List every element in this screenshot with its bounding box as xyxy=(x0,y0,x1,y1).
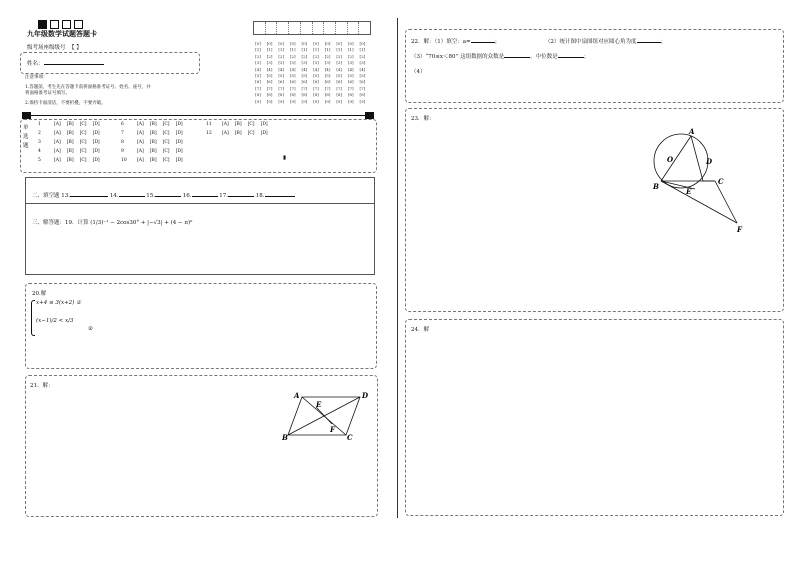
id-grid-digit[interactable]: [3] xyxy=(301,60,308,66)
q21-point-a: A xyxy=(294,391,300,400)
id-grid-digit[interactable]: [7] xyxy=(324,85,331,91)
choice-option-bubble[interactable]: [B] xyxy=(149,122,157,127)
choice-option-bubble[interactable]: [A] xyxy=(137,131,144,136)
choice-option-bubble[interactable]: [C] xyxy=(247,131,255,136)
id-grid-digit[interactable]: [0] xyxy=(301,41,308,46)
id-grid-digit[interactable]: [4] xyxy=(266,66,273,72)
q24-label: 24．解 xyxy=(411,327,429,333)
id-grid-column[interactable] xyxy=(335,41,343,105)
id-grid-digit[interactable]: [1] xyxy=(359,47,366,53)
choice-question-row[interactable] xyxy=(38,158,106,163)
id-grid-digit[interactable]: [5] xyxy=(359,73,366,79)
choice-option-bubble[interactable]: [D] xyxy=(260,122,268,127)
q21-point-e: E xyxy=(316,400,322,409)
choice-option-bubble[interactable]: [B] xyxy=(149,158,157,163)
choice-option-bubble[interactable]: [B] xyxy=(66,122,74,127)
choice-option-bubble[interactable]: [A] xyxy=(54,122,61,127)
choice-question-number: 5 xyxy=(38,158,41,163)
choice-question-number: 11 xyxy=(206,122,212,127)
choice-option-bubble[interactable]: [C] xyxy=(79,140,87,145)
id-grid-digit[interactable]: [1] xyxy=(313,47,319,53)
id-grid-digit[interactable]: [7] xyxy=(313,85,319,91)
id-grid-digit[interactable]: [8] xyxy=(255,92,261,98)
choice-option-bubble[interactable]: [D] xyxy=(92,122,100,127)
id-grid-digit[interactable]: [5] xyxy=(313,73,319,79)
choice-option-bubble[interactable]: [B] xyxy=(234,122,242,127)
id-grid-digit[interactable]: [3] xyxy=(289,60,296,66)
id-grid-digit[interactable]: [4] xyxy=(278,66,285,72)
id-grid-digit[interactable]: [7] xyxy=(289,85,296,91)
id-grid-digit[interactable]: [4] xyxy=(289,66,296,72)
id-grid-column[interactable] xyxy=(347,41,355,105)
choice-option-bubble[interactable]: [D] xyxy=(92,149,100,154)
id-grid-digit[interactable]: [2] xyxy=(347,53,354,59)
section-divider xyxy=(22,115,374,116)
id-grid-digit[interactable]: [5] xyxy=(347,73,354,79)
id-grid-digit[interactable]: [1] xyxy=(324,47,331,53)
id-number-header-boxes xyxy=(253,21,371,35)
choice-option-bubble[interactable]: [B] xyxy=(66,140,74,145)
id-grid-digit[interactable]: [1] xyxy=(301,47,308,53)
choice-option-bubble[interactable]: [C] xyxy=(162,140,170,145)
id-grid-digit[interactable]: [0] xyxy=(313,41,319,46)
q22-row1: 22．解：（1）填空：a= ； xyxy=(411,39,501,45)
choice-option-bubble[interactable]: [A] xyxy=(222,122,229,127)
id-grid-column[interactable] xyxy=(266,41,274,105)
choice-option-bubble[interactable]: [D] xyxy=(92,140,100,145)
choice-option-bubble[interactable]: [C] xyxy=(162,149,170,154)
q23-point-f: F xyxy=(737,225,742,234)
choice-question-number: 9 xyxy=(121,149,124,154)
id-grid-digit[interactable]: [9] xyxy=(324,98,331,104)
choice-question-number: 6 xyxy=(121,122,124,127)
id-grid-digit[interactable]: [9] xyxy=(278,98,285,104)
q20-brace xyxy=(31,300,35,336)
id-grid-digit[interactable]: [0] xyxy=(255,41,261,46)
id-grid-column[interactable] xyxy=(324,41,332,105)
choice-option-bubble[interactable]: [B] xyxy=(66,131,74,136)
q22-part4: （4） xyxy=(411,69,426,75)
q23-point-a: A xyxy=(689,127,695,136)
q24-section[interactable] xyxy=(405,319,784,516)
id-grid-digit[interactable]: [9] xyxy=(336,98,343,104)
choice-question-row[interactable] xyxy=(38,122,106,127)
q22-row3: （3）“70≤x＜80” 这组数据的众数是 ，中位数是 ； xyxy=(411,54,590,60)
id-grid-digit[interactable]: [8] xyxy=(266,92,273,98)
choice-option-bubble[interactable]: [A] xyxy=(54,158,61,163)
choice-option-bubble[interactable]: [A] xyxy=(137,149,144,154)
choice-option-bubble[interactable]: [B] xyxy=(149,131,157,136)
choice-option-bubble[interactable]: [D] xyxy=(92,131,100,136)
choice-question-number: 7 xyxy=(121,131,124,136)
id-grid-digit[interactable]: [6] xyxy=(324,79,331,85)
choice-option-bubble[interactable]: [B] xyxy=(149,149,157,154)
choice-question-number: 1 xyxy=(38,122,41,127)
id-grid-digit[interactable]: [1] xyxy=(336,47,343,53)
q23-point-b: B xyxy=(653,182,659,191)
id-grid-digit[interactable]: [1] xyxy=(278,47,285,53)
choice-option-bubble[interactable]: [B] xyxy=(66,149,74,154)
choice-option-bubble[interactable]: [D] xyxy=(260,131,268,136)
choice-question-number: 2 xyxy=(38,131,41,136)
q13-row[interactable]: 二、填空题 13. 14. 15. 16. 17. 18. xyxy=(32,191,295,199)
choice-question-row[interactable] xyxy=(38,149,106,154)
id-grid-digit[interactable]: [2] xyxy=(313,53,319,59)
id-grid-digit[interactable]: [5] xyxy=(336,73,343,79)
q21-point-d: D xyxy=(362,391,369,400)
choice-option-bubble[interactable]: [A] xyxy=(54,131,61,136)
choice-question-row[interactable] xyxy=(38,140,106,145)
q21-point-c: C xyxy=(347,433,353,442)
q21-point-f: F xyxy=(330,425,335,434)
q21-parallelogram-figure xyxy=(280,388,370,443)
id-grid-digit[interactable]: [2] xyxy=(255,53,261,59)
id-grid-digit[interactable]: [2] xyxy=(301,53,308,59)
choice-option-bubble[interactable]: [C] xyxy=(79,122,87,127)
id-number-grid[interactable] xyxy=(254,41,370,107)
id-grid-digit[interactable]: [9] xyxy=(301,98,308,104)
q23-point-c: C xyxy=(718,177,724,186)
name-label: 姓名： xyxy=(27,59,104,67)
choice-question-row[interactable] xyxy=(206,122,274,127)
id-grid-digit[interactable]: [3] xyxy=(347,60,354,66)
id-grid-digit[interactable]: [6] xyxy=(301,79,308,85)
q23-point-e: E xyxy=(686,187,692,196)
id-grid-digit[interactable]: [5] xyxy=(289,73,296,79)
id-grid-column[interactable] xyxy=(312,41,320,105)
choice-question-number: 4 xyxy=(38,149,41,154)
id-grid-digit[interactable]: [6] xyxy=(278,79,285,85)
id-grid-digit[interactable]: [8] xyxy=(289,92,296,98)
id-grid-digit[interactable]: [0] xyxy=(324,41,331,46)
choice-question-number: 10 xyxy=(121,158,127,163)
id-grid-digit[interactable]: [4] xyxy=(313,66,319,72)
choice-question-row[interactable] xyxy=(121,158,189,163)
id-grid-digit[interactable]: [5] xyxy=(255,73,261,79)
id-grid-digit[interactable]: [7] xyxy=(347,85,354,91)
id-grid-digit[interactable]: [2] xyxy=(289,53,296,59)
id-grid-digit[interactable]: [5] xyxy=(278,73,285,79)
id-grid-digit[interactable]: [1] xyxy=(347,47,354,53)
id-grid-digit[interactable]: [3] xyxy=(324,60,331,66)
id-grid-digit[interactable]: [7] xyxy=(301,85,308,91)
id-grid-digit[interactable]: [6] xyxy=(313,79,319,85)
id-grid-digit[interactable]: [8] xyxy=(336,92,343,98)
id-grid-digit[interactable]: [3] xyxy=(359,60,366,66)
q21-label: 21．解： xyxy=(30,383,54,389)
id-grid-digit[interactable]: [8] xyxy=(313,92,319,98)
choice-option-bubble[interactable]: [A] xyxy=(137,122,144,127)
choice-option-bubble[interactable]: [C] xyxy=(79,149,87,154)
choice-question-row[interactable] xyxy=(121,122,189,127)
id-grid-digit[interactable]: [2] xyxy=(324,53,331,59)
divider-block-right xyxy=(365,112,374,119)
q20-label: 20.解 xyxy=(32,291,47,297)
id-grid-digit[interactable]: [8] xyxy=(301,92,308,98)
id-grid-digit[interactable]: [9] xyxy=(313,98,319,104)
id-grid-column[interactable] xyxy=(300,41,308,105)
id-grid-digit[interactable]: [6] xyxy=(255,79,261,85)
id-grid-digit[interactable]: [9] xyxy=(266,98,273,104)
q23-circle-figure xyxy=(645,125,755,235)
choice-option-bubble[interactable]: [B] xyxy=(234,131,242,136)
id-grid-digit[interactable]: [1] xyxy=(289,47,296,53)
id-grid-digit[interactable]: [5] xyxy=(324,73,331,79)
choice-option-bubble[interactable]: [D] xyxy=(175,140,183,145)
choice-option-bubble[interactable]: [A] xyxy=(54,149,61,154)
choice-option-bubble[interactable]: [D] xyxy=(175,158,183,163)
id-grid-digit[interactable]: [0] xyxy=(289,41,296,46)
choice-option-bubble[interactable]: [D] xyxy=(92,158,100,163)
choice-option-bubble[interactable]: [A] xyxy=(54,140,61,145)
divider-block-left xyxy=(22,112,31,119)
id-grid-column[interactable] xyxy=(358,41,366,105)
id-grid-digit[interactable]: [0] xyxy=(336,41,343,46)
id-grid-digit[interactable]: [4] xyxy=(336,66,343,72)
q19-expression: (1/3)⁻¹ − 2cos30° + |−√3| + (4 − π)⁰ xyxy=(90,220,193,226)
id-grid-digit[interactable]: [4] xyxy=(359,66,366,72)
id-grid-digit[interactable]: [6] xyxy=(289,79,296,85)
id-grid-digit[interactable]: [4] xyxy=(255,66,261,72)
notes: 注意事项： 1.答题前，考生先在答题卡前将面格准考证号、姓名、座号，并 将面格准考证号填写。 2.保持卡面清洁，不要折叠，不要弄破。 xyxy=(25,75,151,106)
id-grid-digit[interactable]: [4] xyxy=(347,66,354,72)
id-grid-digit[interactable]: [4] xyxy=(301,66,308,72)
q20-inequality-2: (x−1)/2 < x/3 xyxy=(36,318,74,324)
q19-section xyxy=(25,203,375,275)
choice-option-bubble[interactable]: [D] xyxy=(175,149,183,154)
q23-point-d: D xyxy=(706,157,713,166)
page-divider xyxy=(397,18,398,518)
choice-question-row[interactable] xyxy=(121,149,189,154)
choice-option-bubble[interactable]: [A] xyxy=(137,140,144,145)
q21-point-b: B xyxy=(282,433,288,442)
id-grid-digit[interactable]: [2] xyxy=(278,53,285,59)
id-grid-digit[interactable]: [3] xyxy=(313,60,319,66)
choice-mark: ▮ xyxy=(283,155,287,161)
choice-question-row[interactable] xyxy=(206,131,274,136)
id-grid-digit[interactable]: [2] xyxy=(359,53,366,59)
id-grid-digit[interactable]: [6] xyxy=(336,79,343,85)
choice-option-bubble[interactable]: [A] xyxy=(222,131,229,136)
sheet-title: 九年级数学试题答题卡 xyxy=(27,29,97,38)
id-grid-digit[interactable]: [6] xyxy=(266,79,273,85)
id-grid-digit[interactable]: [5] xyxy=(266,73,273,79)
id-grid-digit[interactable]: [3] xyxy=(255,60,261,66)
choice-question-row[interactable] xyxy=(38,131,106,136)
choice-question-number: 8 xyxy=(121,140,124,145)
choice-question-number: 3 xyxy=(38,140,41,145)
id-grid-digit[interactable]: [0] xyxy=(347,41,354,46)
choice-option-bubble[interactable]: [A] xyxy=(137,158,144,163)
choice-question-row[interactable] xyxy=(121,131,189,136)
id-grid-digit[interactable]: [7] xyxy=(278,85,285,91)
id-grid-digit[interactable]: [9] xyxy=(289,98,296,104)
choice-option-bubble[interactable]: [D] xyxy=(175,122,183,127)
q23-label: 23．解： xyxy=(411,116,435,122)
choice-grid[interactable] xyxy=(38,122,358,168)
id-grid-digit[interactable]: [7] xyxy=(336,85,343,91)
id-grid-digit[interactable]: [0] xyxy=(266,41,273,46)
choice-option-bubble[interactable]: [C] xyxy=(247,122,255,127)
q23-point-o: O xyxy=(667,155,674,164)
id-grid-digit[interactable]: [4] xyxy=(324,66,331,72)
q19-label-row: 三、解答题：19．计算 (1/3)⁻¹ − 2cos30° + |−√3| + (4 − π)⁰ xyxy=(32,220,193,226)
q22-part2: （2）统计图中扇图组对应圆心角为度 ； xyxy=(545,39,667,45)
id-grid-digit[interactable]: [3] xyxy=(266,60,273,66)
id-grid-digit[interactable]: [9] xyxy=(359,98,366,104)
choice-option-bubble[interactable]: [C] xyxy=(79,158,87,163)
choice-question-number: 12 xyxy=(206,131,212,136)
id-grid-column[interactable] xyxy=(289,41,297,105)
id-grid-digit[interactable]: [3] xyxy=(336,60,343,66)
choice-option-bubble[interactable]: [C] xyxy=(162,131,170,136)
choice-option-bubble[interactable]: [C] xyxy=(162,158,170,163)
id-grid-digit[interactable]: [1] xyxy=(266,47,273,53)
id-grid-digit[interactable]: [8] xyxy=(347,92,354,98)
id-grid-digit[interactable]: [9] xyxy=(255,98,261,104)
q20-section[interactable] xyxy=(25,283,377,369)
id-grid-digit[interactable]: [8] xyxy=(359,92,366,98)
id-grid-digit[interactable]: [7] xyxy=(359,85,366,91)
id-grid-column[interactable] xyxy=(277,41,285,105)
id-grid-digit[interactable]: [0] xyxy=(359,41,366,46)
choice-option-bubble[interactable]: [D] xyxy=(175,131,183,136)
id-grid-digit[interactable]: [7] xyxy=(266,85,273,91)
choice-side-label: 单 选 题 xyxy=(23,125,29,149)
choice-option-bubble[interactable]: [C] xyxy=(162,122,170,127)
id-grid-digit[interactable]: [2] xyxy=(266,53,273,59)
id-grid-digit[interactable]: [8] xyxy=(278,92,285,98)
id-grid-digit[interactable]: [7] xyxy=(255,85,261,91)
id-grid-digit[interactable]: [5] xyxy=(301,73,308,79)
q20-tag-2: ② xyxy=(88,326,93,332)
choice-option-bubble[interactable]: [B] xyxy=(66,158,74,163)
choice-option-bubble[interactable]: [C] xyxy=(79,131,87,136)
q20-inequality-1: x+4 ≤ 3(x+2) ① xyxy=(36,300,81,306)
id-grid-digit[interactable]: [2] xyxy=(336,53,343,59)
id-grid-digit[interactable]: [0] xyxy=(278,41,285,46)
id-grid-digit[interactable]: [6] xyxy=(347,79,354,85)
id-grid-digit[interactable]: [3] xyxy=(278,60,285,66)
id-grid-digit[interactable]: [6] xyxy=(359,79,366,85)
id-grid-column[interactable] xyxy=(254,41,262,105)
id-grid-digit[interactable]: [9] xyxy=(347,98,354,104)
choice-option-bubble[interactable]: [B] xyxy=(149,140,157,145)
id-grid-digit[interactable]: [1] xyxy=(255,47,261,53)
exam-number-label: 级考场座级级号 【 】 xyxy=(27,45,82,51)
choice-question-row[interactable] xyxy=(121,140,189,145)
id-grid-digit[interactable]: [8] xyxy=(324,92,331,98)
